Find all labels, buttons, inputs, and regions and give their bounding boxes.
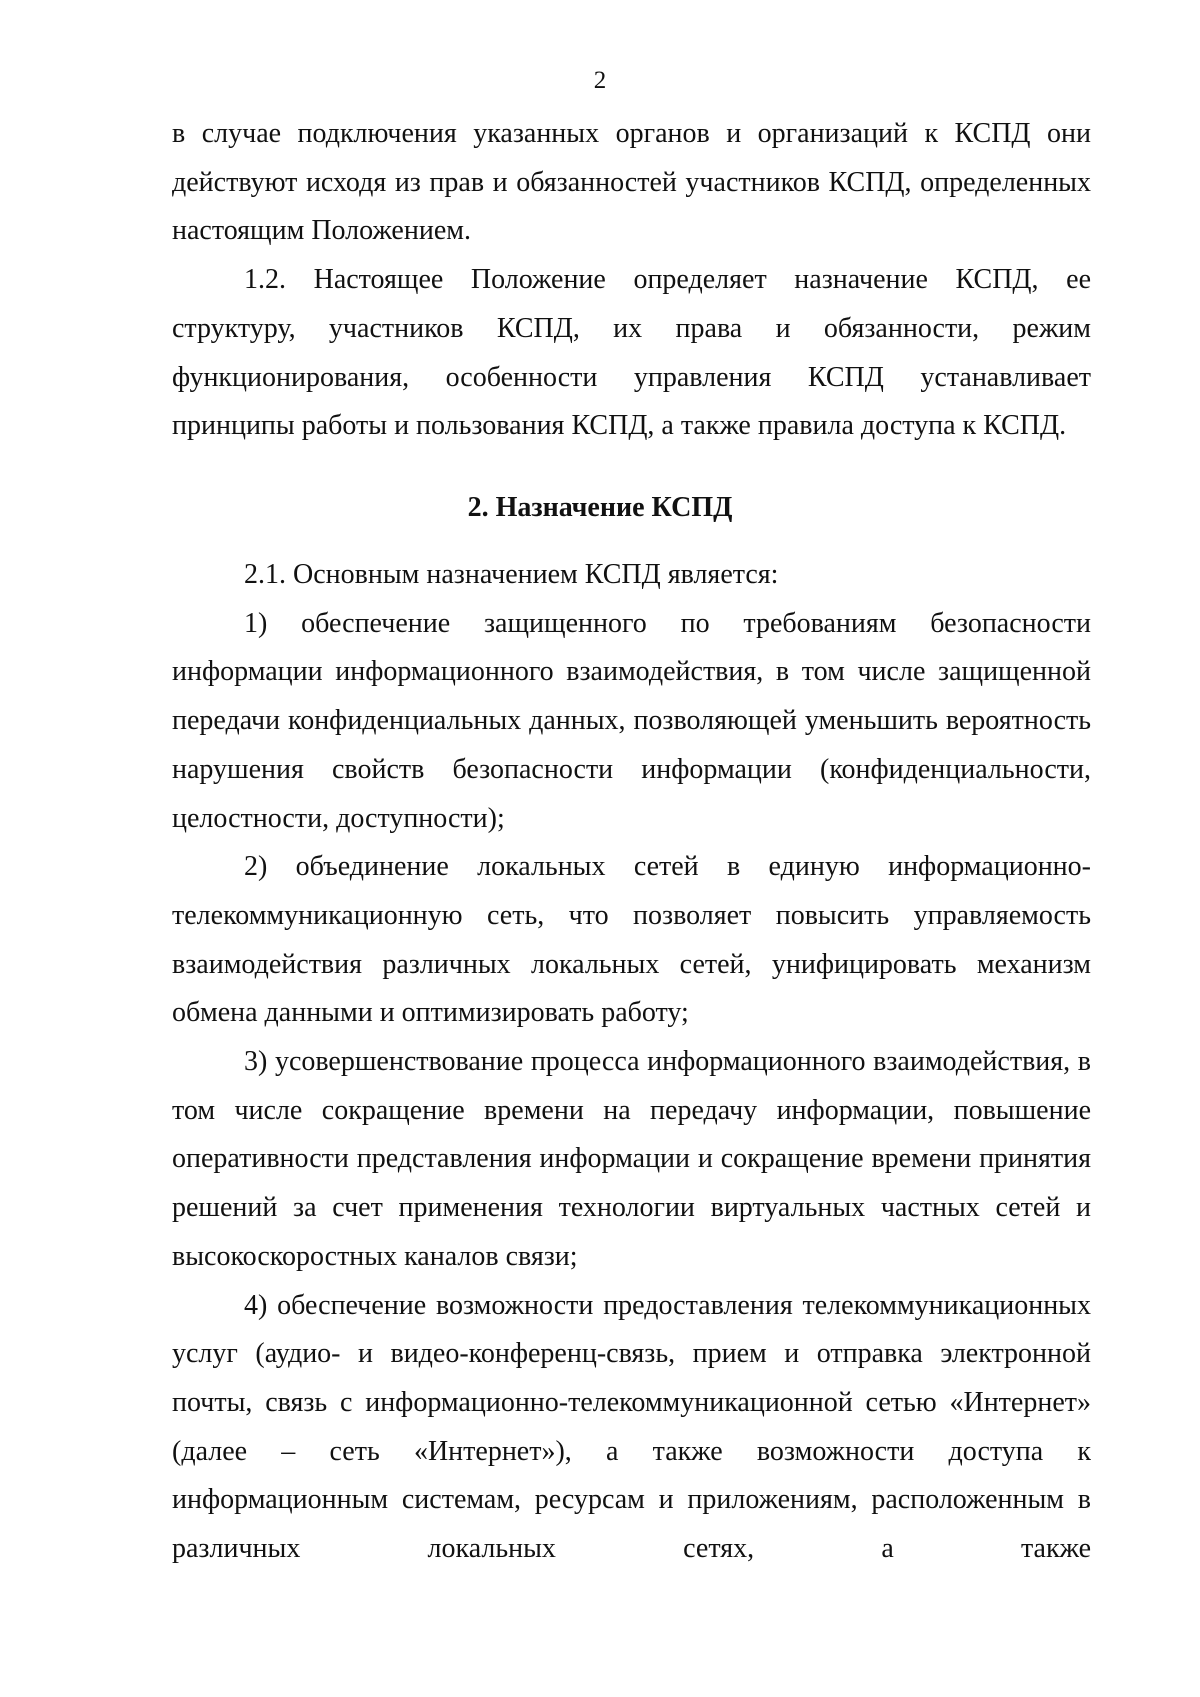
section-2-body bbox=[172, 551, 1091, 1574]
list-item-1: 1) обеспечение защищенного по требованиям безопасности информации информационного взаимодействия, в том числе защищенной передачи конфиденциальных данных, позволяющей уменьшить вероятность нарушения свойств безопасности информации (конфиденциальности, целостности, доступности); bbox=[172, 607, 1091, 834]
list-item-3: 3) усовершенствование процесса информационного взаимодействия, в том числе сокращение времени на передачу информации, повышение оперативности представления информации и сокращение времени принятия решений за счет применения технологии виртуальных частных сетей и высокоскоростных каналов связи; bbox=[172, 1046, 1091, 1272]
list-item-2: 2) объединение локальных сетей в единую информационно-телекоммуникационную сеть, что позволяет повысить управляемость взаимодействия различных локальных сетей, унифицировать механизм обмена данными и оптимизировать работу; bbox=[172, 851, 1091, 1029]
paragraph-1-2: 1.2. Настоящее Положение определяет назначение КСПД, ее структуру, участников КСПД, их права и обязанности, режим функционирования, особенности управления КСПД устанавливает принципы работы и пользования КСПД, а также правила доступа к КСПД. bbox=[172, 264, 1091, 442]
intro-text bbox=[172, 110, 1091, 451]
paragraph-continuation: в случае подключения указанных органов и организаций к КСПД они действуют исходя из прав и обязанностей участников КСПД, определенных настоящим Положением. bbox=[172, 118, 1091, 247]
paragraph-2-1: 2.1. Основным назначением КСПД является: bbox=[244, 559, 779, 590]
list-item-4: 4) обеспечение возможности предоставления телекоммуникационных услуг (аудио- и видео-конференц-связь, прием и отправка электронной почты, связь с информационно-телекоммуникационной сетью «Интернет» (далее – сеть «Интернет»), а также возможности доступа к информационным системам, ресурсам и приложениям, расположенным в различных локальных сетях, а также bbox=[172, 1289, 1091, 1565]
page-number: 2 bbox=[593, 67, 607, 94]
section-heading: 2. Назначение КСПД bbox=[467, 492, 733, 523]
